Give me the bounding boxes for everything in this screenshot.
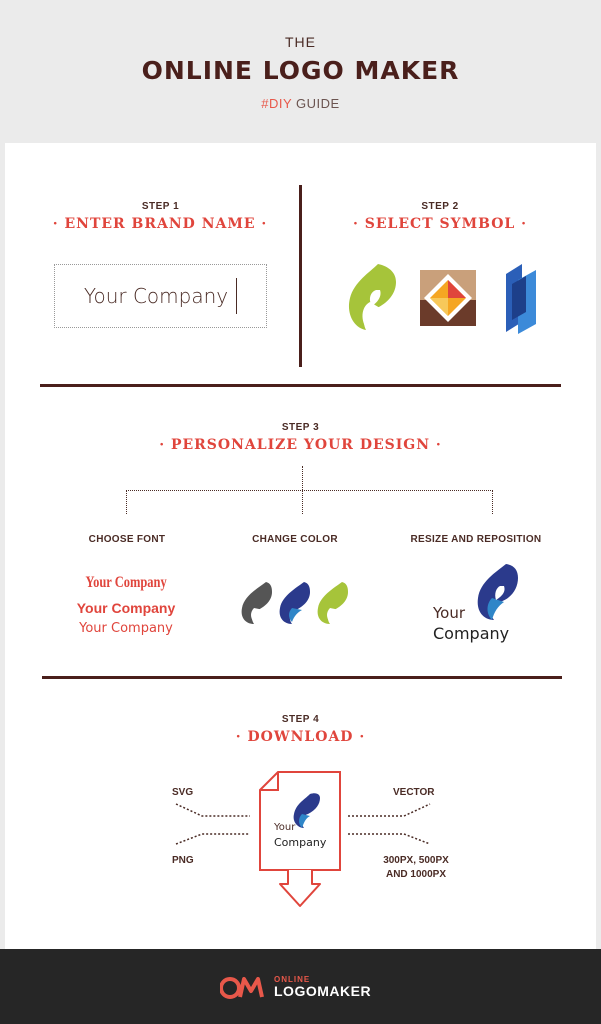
- header-guide: GUIDE: [291, 96, 340, 111]
- footer-brand-big: LOGOMAKER: [274, 983, 372, 999]
- resized-logo-your: Your: [433, 604, 466, 622]
- tree-connector-left: [126, 490, 127, 514]
- choose-font-heading: CHOOSE FONT: [88, 534, 166, 545]
- step-divider-vertical: [299, 185, 302, 367]
- tree-connector-middle: [302, 490, 303, 514]
- file-logo-your: Your: [274, 822, 296, 833]
- leaf-gray-icon[interactable]: [242, 582, 272, 624]
- panels-symbol-icon[interactable]: [496, 262, 540, 334]
- footer-brand-small: ONLINE: [274, 975, 311, 984]
- leaf-blue-icon[interactable]: [280, 582, 310, 624]
- header-subtitle: [0, 96, 601, 111]
- brand-name-value: Your Company: [83, 284, 229, 308]
- text-caret: [236, 278, 237, 314]
- leaf-symbol-icon[interactable]: [340, 262, 400, 334]
- format-vector: VECTOR: [393, 787, 435, 798]
- font-sample-condensed[interactable]: Your Company: [85, 574, 167, 591]
- change-color-heading: CHANGE COLOR: [252, 534, 338, 545]
- page-title: ONLINE LOGO MAKER: [141, 56, 460, 85]
- leaf-green-icon[interactable]: [318, 582, 348, 624]
- tree-connector-horizontal: [126, 490, 493, 491]
- color-swatch-logos: [238, 580, 350, 626]
- connector-left: [172, 800, 262, 850]
- resized-logo-symbol-icon[interactable]: [470, 562, 520, 622]
- font-sample-regular[interactable]: Your Company: [79, 621, 173, 636]
- step3-title: · PERSONALIZE YOUR DESIGN ·: [159, 437, 442, 453]
- resize-heading: RESIZE AND REPOSITION: [410, 534, 542, 545]
- font-sample-bold[interactable]: Your Company: [76, 600, 176, 616]
- step3-label: STEP 3: [281, 422, 320, 433]
- format-png: PNG: [172, 855, 194, 866]
- brand-name-input[interactable]: [54, 264, 267, 328]
- step1-title: · ENTER BRAND NAME ·: [52, 216, 268, 232]
- connector-right: [344, 800, 434, 850]
- header-the: THE: [285, 34, 316, 50]
- format-svg: SVG: [172, 787, 194, 798]
- file-logo-company: Company: [274, 836, 327, 849]
- diamond-symbol-icon[interactable]: [420, 270, 476, 326]
- tree-connector-right: [492, 490, 493, 514]
- format-sizes-1: 300PX, 500PX: [383, 855, 449, 866]
- step2-label: STEP 2: [421, 201, 459, 212]
- hashtag-diy: #DIY: [261, 96, 292, 111]
- section-divider-2: [42, 676, 562, 679]
- olm-logo-icon[interactable]: [220, 977, 270, 999]
- step4-title: · DOWNLOAD ·: [235, 729, 366, 745]
- tree-connector-top: [302, 466, 303, 490]
- step2-title: · SELECT SYMBOL ·: [353, 216, 527, 232]
- footer: [0, 949, 601, 1024]
- step1-label: STEP 1: [141, 201, 180, 212]
- format-sizes-2: AND 1000PX: [385, 869, 447, 880]
- step4-label: STEP 4: [281, 714, 320, 725]
- resized-logo-company: Company: [433, 624, 510, 643]
- section-divider-1: [40, 384, 561, 387]
